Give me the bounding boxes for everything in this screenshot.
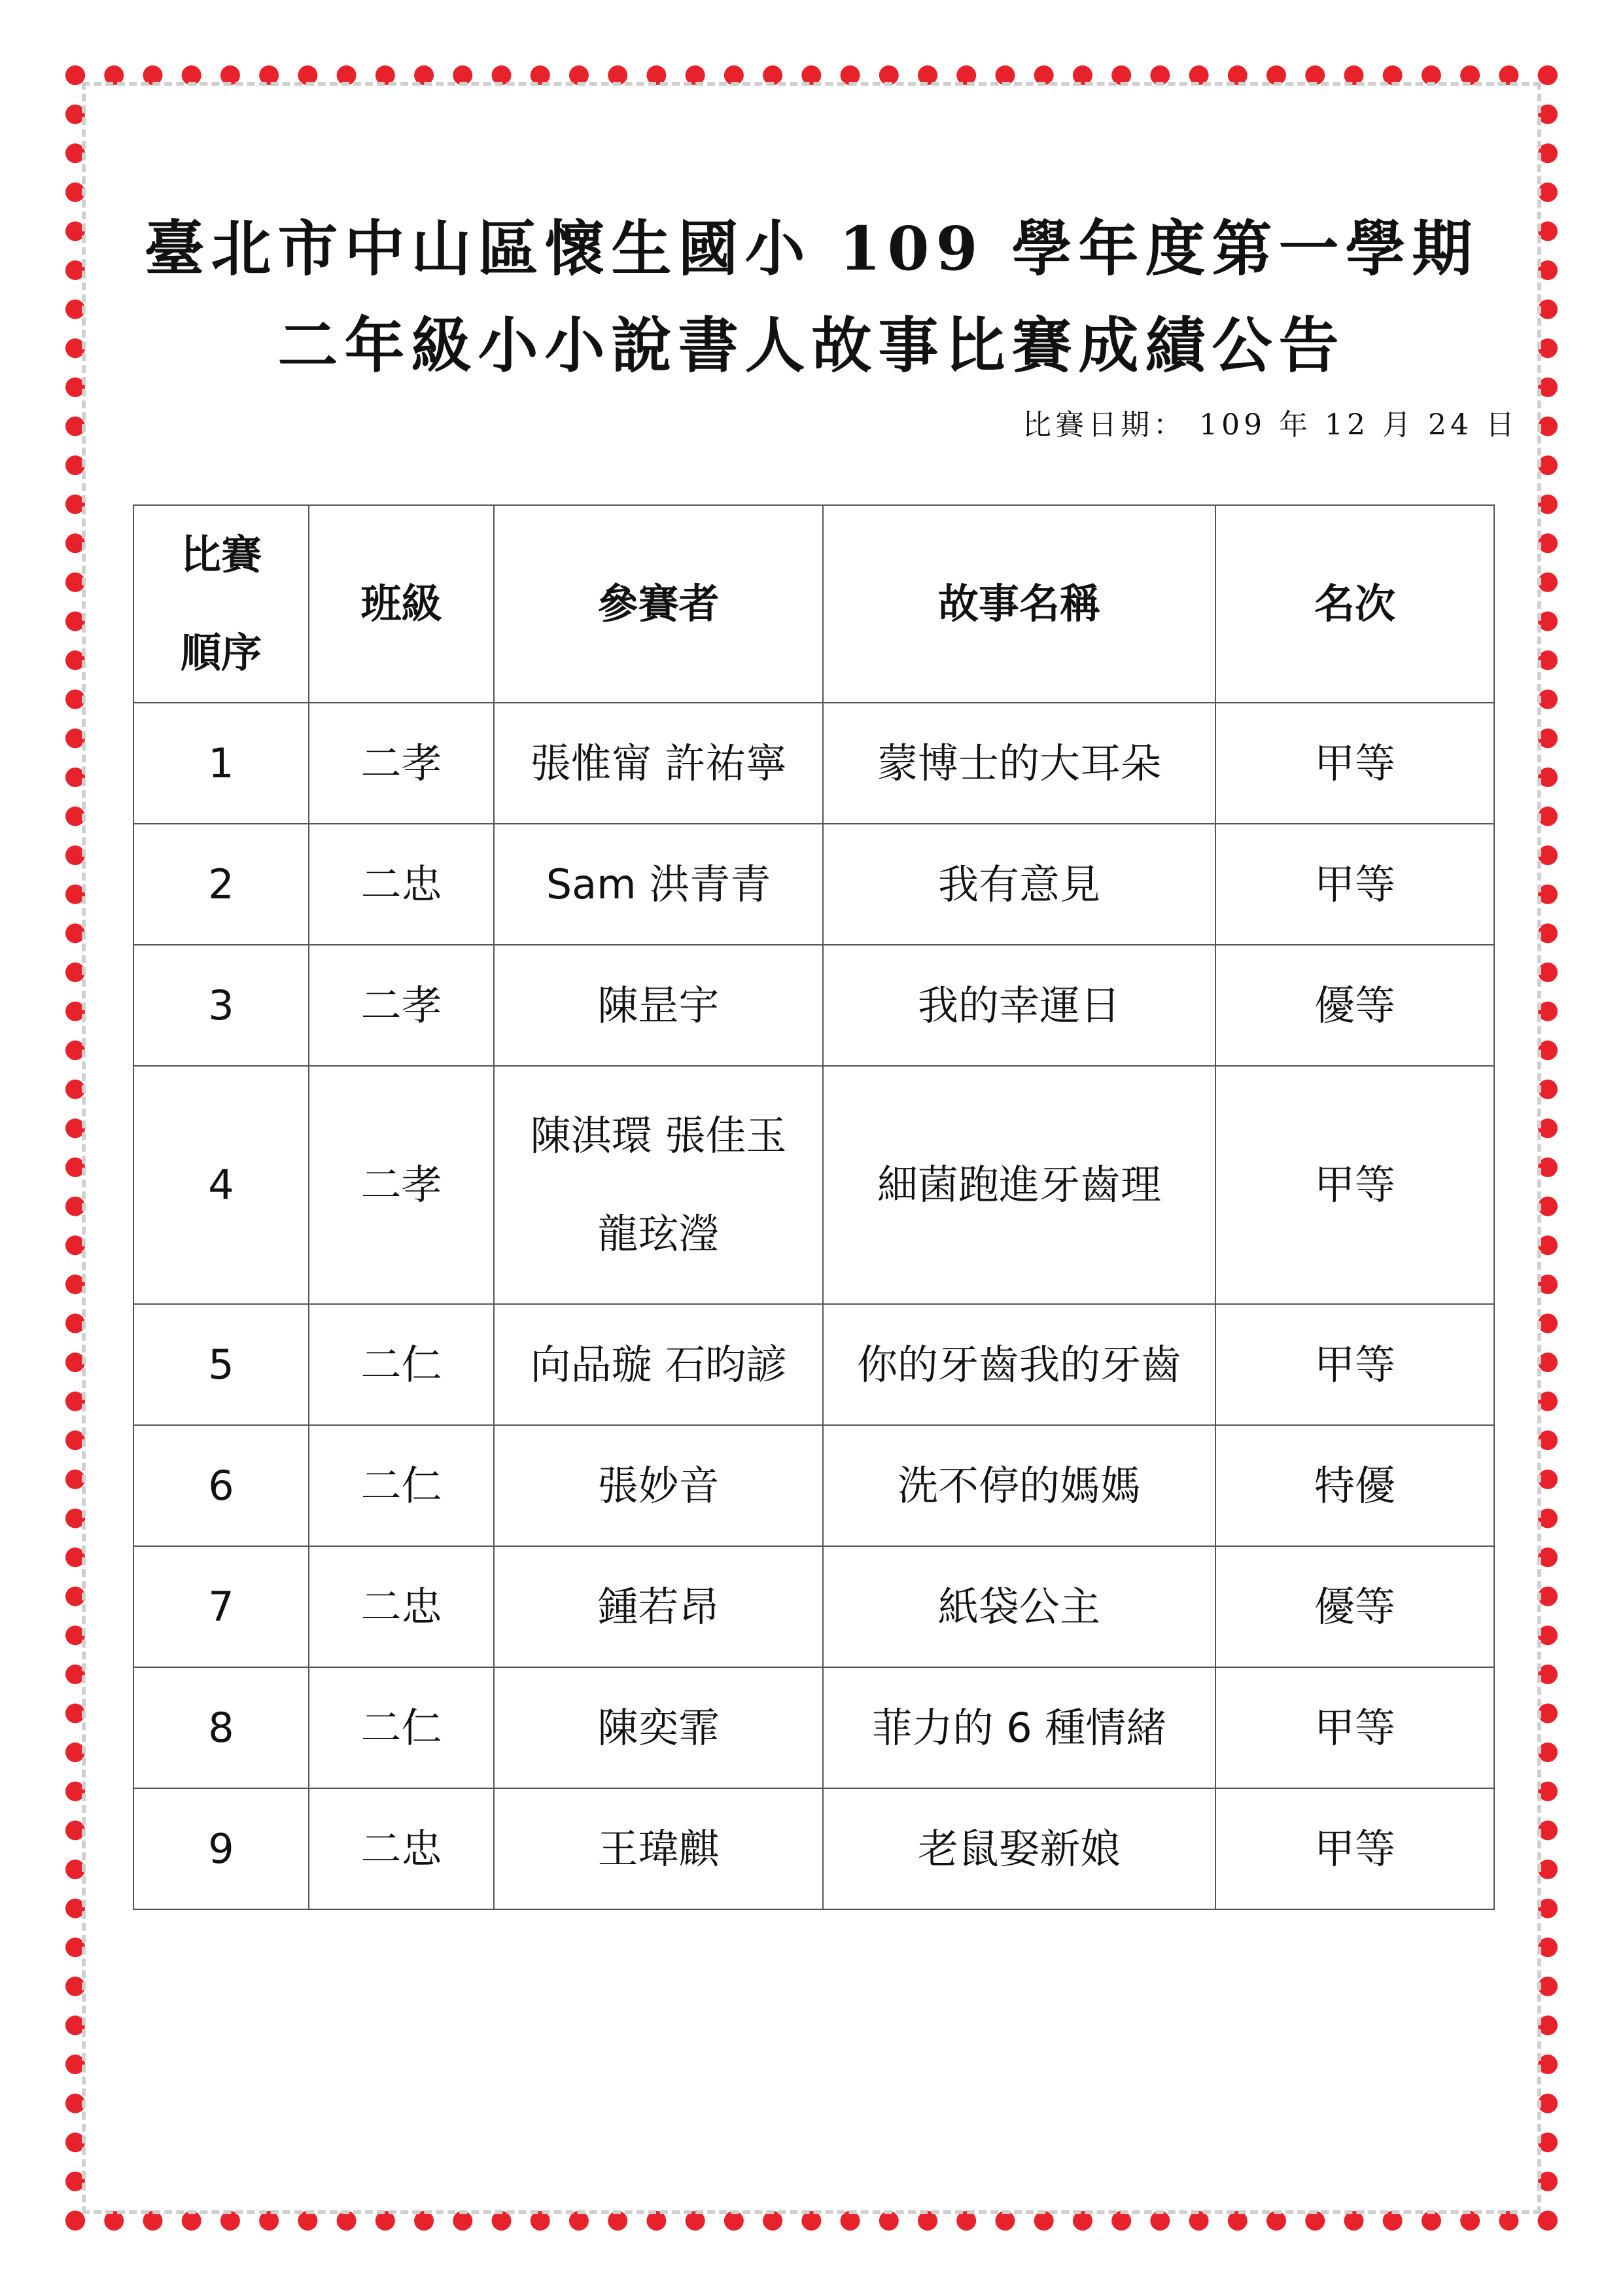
cell-story: 細菌跑進牙齒理 [823,1066,1215,1304]
cell-story: 菲力的 6 種情緒 [823,1667,1215,1788]
participant-line: 向品璇 石昀諺 [530,1340,787,1388]
participant-line: 張惟甯 許祐寧 [530,739,787,787]
header-rank: 名次 [1215,505,1494,703]
cell-participants [494,824,823,945]
participant-line: 張妙音 [597,1461,720,1510]
table-header-row [133,505,1494,703]
participant-line: 陳奕霏 [597,1703,720,1752]
table-row [133,1788,1494,1909]
cell-rank: 優等 [1215,945,1494,1066]
cell-order: 2 [133,824,309,945]
cell-rank: 特優 [1215,1425,1494,1546]
header-order-line-1: 比賽 [180,531,262,578]
cell-participants [494,945,823,1066]
cell-class: 二仁 [309,1304,494,1425]
table-row [133,824,1494,945]
cell-order: 5 [133,1304,309,1425]
cell-class: 二忠 [309,1546,494,1667]
cell-rank: 甲等 [1215,1066,1494,1304]
cell-story: 我的幸運日 [823,945,1215,1066]
table-row [133,1304,1494,1425]
competition-date: 比賽日期： 109 年 12 月 24 日 [1022,408,1518,442]
cell-rank: 甲等 [1215,1304,1494,1425]
cell-order: 4 [133,1066,309,1304]
cell-participants [494,1667,823,1788]
participant-line: 鍾若昂 [597,1582,720,1631]
header-class: 班級 [309,505,494,703]
cell-story: 我有意見 [823,824,1215,945]
cell-order: 3 [133,945,309,1066]
cell-class: 二忠 [309,824,494,945]
cell-order: 8 [133,1667,309,1788]
cell-class: 二仁 [309,1425,494,1546]
cell-class: 二孝 [309,1066,494,1304]
cell-story: 你的牙齒我的牙齒 [823,1304,1215,1425]
header-order-line-2: 順序 [180,629,262,677]
header-order [133,505,309,703]
cell-rank: 優等 [1215,1546,1494,1667]
participant-line: 陳昰宇 [597,981,720,1029]
cell-class: 二仁 [309,1667,494,1788]
cell-order: 6 [133,1425,309,1546]
table-row [133,703,1494,824]
cell-order: 9 [133,1788,309,1909]
cell-story: 洗不停的媽媽 [823,1425,1215,1546]
cell-participants [494,1425,823,1546]
cell-participants [494,1546,823,1667]
title-line-1: 臺北市中山區懷生國小 109 學年度第一學期 [144,213,1479,284]
participant-line: 陳淇環 張佳玉 [530,1112,787,1159]
title-line-2: 二年級小小說書人故事比賽成績公告 [277,310,1346,381]
participant-line: Sam 洪青青 [546,860,771,908]
cell-class: 二忠 [309,1788,494,1909]
cell-rank: 甲等 [1215,703,1494,824]
cell-participants [494,1304,823,1425]
table-row [133,1066,1494,1304]
cell-class: 二孝 [309,703,494,824]
cell-rank: 甲等 [1215,1788,1494,1909]
cell-participants [494,703,823,824]
cell-participants [494,1066,823,1304]
cell-rank: 甲等 [1215,824,1494,945]
table-row [133,945,1494,1066]
table-row [133,1425,1494,1546]
cell-class: 二孝 [309,945,494,1066]
cell-order: 1 [133,703,309,824]
table-row [133,1546,1494,1667]
cell-story: 老鼠娶新娘 [823,1788,1215,1909]
participant-line: 龍玹瀅 [597,1210,720,1258]
header-story: 故事名稱 [823,505,1215,703]
participant-line: 王瑋麒 [597,1824,720,1873]
results-table [133,504,1495,1910]
header-participants: 參賽者 [494,505,823,703]
cell-rank: 甲等 [1215,1667,1494,1788]
table-row [133,1667,1494,1788]
cell-order: 7 [133,1546,309,1667]
cell-participants [494,1788,823,1909]
cell-story: 紙袋公主 [823,1546,1215,1667]
cell-story: 蒙博士的大耳朵 [823,703,1215,824]
